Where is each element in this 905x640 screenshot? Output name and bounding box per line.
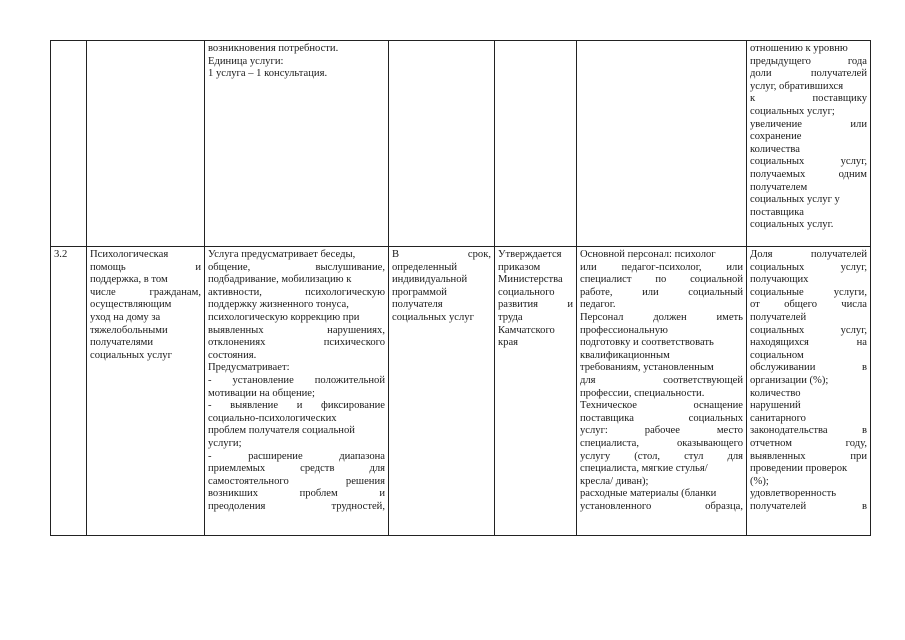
cell-text-line: Министерства — [498, 274, 563, 286]
cell-text-line: социальных услуг, — [750, 261, 867, 273]
cell-text-line: получателями — [90, 337, 154, 349]
cell-quality-indicators — [747, 41, 871, 247]
cell-text-line: поддержка, в том — [90, 274, 168, 286]
cell-text-line: возникших проблем и — [208, 488, 385, 500]
cell-text-line: Предусматривает: — [208, 362, 290, 374]
cell-text-line: услуги; — [208, 437, 242, 449]
cell-conditions — [577, 247, 747, 536]
cell-text-line: состояния. — [208, 349, 257, 361]
cell-text-line: Основной персонал: психолог — [580, 249, 716, 260]
cell-text-line: - выявление и фиксирование — [208, 400, 385, 412]
cell-text-line: социальных услуг — [392, 311, 474, 323]
cell-text-line: 1 услуга – 1 консультация. — [208, 68, 328, 80]
cell-service-description — [205, 41, 389, 247]
cell-text-line: услуг: рабочее место — [580, 425, 743, 437]
cell-text-line: требованиям, установленным — [580, 362, 714, 374]
cell-text-line: Техническое оснащение — [580, 400, 743, 412]
cell-text-line: Услуга предусматривает беседы, — [208, 249, 356, 260]
services-table — [50, 40, 871, 536]
cell-provision-term — [389, 41, 495, 247]
cell-number — [51, 247, 87, 536]
cell-text-line: социальном — [750, 349, 804, 361]
cell-text-line: социальных услуг; — [750, 105, 835, 117]
cell-text-line: предыдущего года — [750, 55, 867, 67]
cell-text-line: получаемых одним — [750, 168, 867, 180]
cell-text-line: уход на дому за — [90, 311, 161, 323]
cell-text-line: - расширение диапазона — [208, 450, 385, 462]
cell-text-line: находящихся на — [750, 337, 867, 349]
cell-text-line: самостоятельного решения — [208, 475, 385, 487]
cell-text-line: социальные услуги, — [750, 286, 867, 298]
cell-service-name — [87, 247, 205, 536]
cell-text-line: педагог. — [580, 299, 616, 311]
cell-text-line: законодательства в — [750, 425, 867, 437]
cell-text-line: подбадривание, мобилизацию к — [208, 274, 352, 286]
cell-text-line: удовлетворенность — [750, 488, 837, 500]
cell-text-line: установленного образца, — [580, 500, 743, 512]
cell-text-line: нарушений — [750, 400, 801, 412]
cell-text-line: специалиста, мягкие стулья/ — [580, 463, 708, 475]
cell-text-line: осуществляющим — [90, 299, 172, 311]
table-body — [51, 41, 871, 536]
cell-text-line: отношению к уровню — [750, 43, 848, 54]
cell-text-line: Утверждается — [498, 249, 562, 260]
cell-text-line: приказом — [498, 261, 541, 273]
cell-text-line: социальных услуг, — [750, 156, 867, 168]
cell-text-line: к поставщику — [750, 93, 867, 105]
cell-text-line: труда — [498, 311, 523, 323]
cell-text-line: преодоления трудностей, — [208, 500, 385, 512]
cell-text-line: активности, психологическую — [208, 286, 385, 298]
cell-text-line: получателя — [392, 299, 443, 311]
cell-text-line: социальных услуг у — [750, 194, 840, 206]
cell-service-description — [205, 247, 389, 536]
cell-text-line: программой — [392, 286, 447, 298]
cell-text-line: профессиональную — [580, 324, 668, 336]
cell-text-line: развития и — [498, 299, 573, 311]
cell-text-line: психологическую коррекцию при — [208, 311, 360, 323]
cell-text-line: от общего числа — [750, 299, 867, 311]
cell-text-line: помощь и — [90, 261, 201, 273]
cell-text-line: или педагог-психолог, или — [580, 261, 743, 273]
cell-text-line: общение, выслушивание, — [208, 261, 385, 273]
cell-text-line: доли получателей — [750, 68, 867, 80]
cell-text-line: числе гражданам, — [90, 286, 201, 298]
cell-text-line: поддержку жизненного тонуса, — [208, 299, 349, 311]
cell-text-line: проведении проверок — [750, 463, 848, 475]
cell-text-line: возникновения потребности. — [208, 43, 339, 54]
cell-text-line: отклонениях психического — [208, 337, 385, 349]
cell-text-line: поставщика социальных — [580, 412, 743, 424]
cell-text-line: приемлемых средств для — [208, 463, 385, 475]
cell-text-line: Психологическая — [90, 249, 169, 260]
cell-text-line: квалификационным — [580, 349, 670, 361]
cell-text-line: Единица услуги: — [208, 55, 284, 67]
cell-text-line: - установление положительной — [208, 374, 385, 386]
cell-text-line: В срок, — [392, 249, 491, 260]
cell-tariff — [495, 247, 577, 536]
table-row — [51, 41, 871, 247]
cell-text-line: социальных услуг — [90, 349, 172, 361]
cell-text-line: индивидуальной — [392, 274, 468, 286]
cell-text-line: 3.2 — [54, 249, 68, 260]
cell-text-line: отчетном году, — [750, 437, 867, 449]
cell-text-line: получателей в — [750, 500, 867, 512]
cell-text-line: социальных услуг, — [750, 324, 867, 336]
cell-text-line: Персонал должен иметь — [580, 311, 743, 323]
cell-text-line: обслуживании в — [750, 362, 867, 374]
cell-tariff — [495, 41, 577, 247]
cell-text-line: специалист по социальной — [580, 274, 743, 286]
cell-text-line: количество — [750, 387, 801, 399]
cell-text-line: подготовку и соответствовать — [580, 337, 714, 349]
cell-text-line: Доля получателей — [750, 249, 867, 260]
cell-text-line: количества — [750, 143, 800, 155]
cell-text-line: сохранение — [750, 131, 802, 143]
cell-text-line: услуг, обратившихся — [750, 80, 844, 92]
cell-text-line: для соответствующей — [580, 374, 743, 386]
cell-text-line: поставщика — [750, 206, 804, 218]
cell-text-line: увеличение или — [750, 118, 867, 130]
cell-text-line: получающих — [750, 274, 809, 286]
cell-quality-indicators — [747, 247, 871, 536]
cell-provision-term — [389, 247, 495, 536]
cell-text-line: социального — [498, 286, 555, 298]
cell-text-line: кресла/ диван); — [580, 475, 649, 487]
cell-text-line: социально-психологических — [208, 412, 337, 424]
cell-text-line: мотивации на общение; — [208, 387, 315, 399]
cell-text-line: выявленных нарушениях, — [208, 324, 385, 336]
cell-text-line: получателем — [750, 181, 808, 193]
cell-text-line: услугу (стол, стул для — [580, 450, 743, 462]
cell-service-name — [87, 41, 205, 247]
cell-text-line: определенный — [392, 261, 458, 273]
cell-text-line: организации (%); — [750, 374, 829, 386]
table-row — [51, 247, 871, 536]
cell-text-line: (%); — [750, 475, 769, 487]
cell-text-line: работе, или социальный — [580, 286, 743, 298]
cell-text-line: профессии, специальности. — [580, 387, 705, 399]
cell-text-line: получателей — [750, 311, 807, 323]
cell-number — [51, 41, 87, 247]
cell-text-line: Камчатского — [498, 324, 555, 336]
cell-text-line: выявленных при — [750, 450, 867, 462]
cell-text-line: специалиста, оказывающего — [580, 437, 743, 449]
cell-conditions — [577, 41, 747, 247]
cell-text-line: края — [498, 337, 519, 349]
cell-text-line: расходные материалы (бланки — [580, 488, 717, 500]
cell-text-line: тяжелобольными — [90, 324, 168, 336]
cell-text-line: санитарного — [750, 412, 806, 424]
cell-text-line: социальных услуг. — [750, 219, 834, 231]
cell-text-line: проблем получателя социальной — [208, 425, 355, 437]
